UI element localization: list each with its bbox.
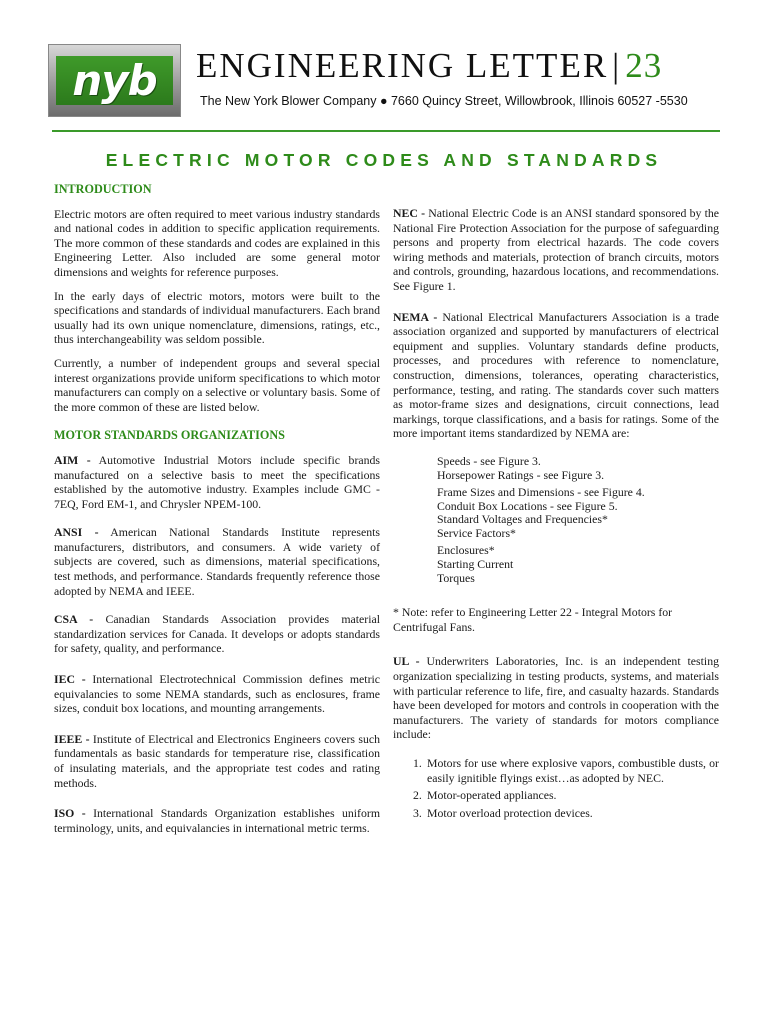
org-term: IEC - [54,672,86,687]
logo-text: nyb [72,55,157,105]
org-description: Automotive Industrial Motors include specific brands manufactured on a selective basis to meet the specifications established by the automotive industry. Examples include GMC - 7EQ, Ford EM-1, and Chrysler NPEM-100. [54,452,380,511]
org-description: Underwriters Laboratories, Inc. is an independent testing organization specializing in testing products, systems, and materials with particular reference to life, fire, and casualty hazards. Standards have been developed for motors and controls in cooperation with the manufacturers. The variety of standards for motors compliance include: [393,654,719,742]
org-description: National Electrical Manufacturers Association is a trade association organized and supported by manufacturers of electrical equipment and supplies. Voluntary standards define products, processes, and procedures with reference to nomenclature, construction, dimensions, tolerances, operating characteristics, performance, testing, and rating. The standards cover such matters as motor-frame sizes and designations, circuit connections, lead markings, torque classifications, and a basis for ratings. Some of the more important items standardized by NEMA are: [393,309,719,441]
footnote: * Note: refer to Engineering Letter 22 - Integral Motors for Centrifugal Fans. [393,605,673,634]
nema-items-list [437,455,719,585]
org-term: CSA - [54,612,94,627]
org-description: American National Standards Institute represents manufacturers, distributors, and consumers. A wide variety of subjects are covered, such as dimensions, material specifications, test methods, and performance. Standards frequently reference those adopted by NEMA and IEEE. [54,525,381,598]
orgs-heading: MOTOR STANDARDS ORGANIZATIONS [54,428,285,443]
org-ansi [54,525,380,598]
org-iec [54,672,380,716]
list-text: Motor overload protection devices. [427,805,593,820]
org-ul [393,654,719,742]
list-text: Motors for use where explosive vapors, combustible dusts, or easily ignitible flyings exist…as adopted by NEC. [427,756,719,785]
list-item: Torques [437,570,475,585]
org-term: UL - [393,654,420,669]
org-term: NEC - [393,206,426,220]
org-term: ISO - [54,806,86,821]
document-title: ELECTRIC MOTOR CODES AND STANDARDS [105,150,663,170]
logo-plate [56,56,173,105]
org-term: ANSI - [54,525,99,540]
left-column [54,182,380,844]
letter-title-text: ENGINEERING LETTER [196,46,609,85]
org-term: NEMA - [393,309,438,324]
title-separator: | [612,46,620,85]
list-item [413,806,719,821]
org-iso [54,806,380,835]
org-description: International Standards Organization establishes uniform terminology, units, and equivalancies in international metric terms. [54,806,380,835]
org-nec [393,206,719,294]
ul-standards-list [413,756,719,820]
list-item: Enclosures* [437,543,495,558]
org-ieee [54,732,380,790]
intro-paragraph: Electric motors are often required to meet various industry standards and national codes in addition to specific application requirements. The more common of these standards and codes are explained in this Engineering Letter. Also included are some general motor dimensions and weights for reference purposes. [54,206,380,279]
intro-paragraph: Currently, a number of independent groups and several special interest organizations provide uniform specifications to which motor manufacturers can comply on a selective or voluntary basis. Some of the more common of these are listed below. [54,355,380,414]
letter-number: 23 [625,46,663,85]
list-item: Speeds - see Figure 3. [437,453,541,468]
list-item [413,756,719,785]
company-address: The New York Blower Company ● 7660 Quincy Street, Willowbrook, Illinois 60527 -5530 [200,94,688,108]
org-term: AIM - [54,452,91,467]
list-item: Standard Voltages and Frequencies* [437,512,608,527]
org-description: International Electrotechnical Commission defines metric equivalancies to some NEMA standards, such as enclosures, frame sizes, conduit box locations, and mounting arrangements. [54,672,381,716]
right-column [393,206,719,823]
letter-title [196,48,662,83]
list-text: Motor-operated appliances. [427,788,557,803]
list-item [413,788,719,803]
org-term: IEEE - [54,731,90,746]
list-number: 1. [413,756,422,770]
list-item: Service Factors* [437,525,516,540]
org-description: Canadian Standards Association provides material standardization services for Canada. It develops or adopts standards for safety, quality, and performance. [54,612,380,656]
intro-paragraph: In the early days of electric motors, motors were built to the specifications and standards of individual manufacturers. Each brand usually had its own unique nomenclature, dimensions, ratings, etc., thus interchangeability was seldom possible. [54,288,380,347]
org-description: National Electric Code is an ANSI standard sponsored by the National Fire Protection Association for the purpose of safeguarding persons and property from electrical hazards. The code covers wiring methods and materials, protection of branch circuits, motors and controls, grounding, hazardous locations, and recommendations. See Figure 1. [393,206,719,293]
list-number: 3. [413,805,422,820]
list-number: 2. [413,788,422,803]
header-divider [52,130,720,132]
intro-heading: INTRODUCTION [54,182,152,196]
company-logo [48,44,181,117]
org-csa [54,612,380,656]
list-item: Horsepower Ratings - see Figure 3. [437,467,605,482]
letterhead [0,0,768,136]
list-item: Frame Sizes and Dimensions - see Figure 4. [437,485,645,500]
org-description: Institute of Electrical and Electronics Engineers covers such fundamentals as basic standards for temperature rise, classification of insulating materials, and the appropriate test codes and rating methods. [54,731,380,790]
org-nema [393,310,719,441]
list-item: Conduit Box Locations - see Figure 5. [437,498,618,513]
org-aim [54,453,380,511]
list-item: Starting Current [437,557,514,572]
